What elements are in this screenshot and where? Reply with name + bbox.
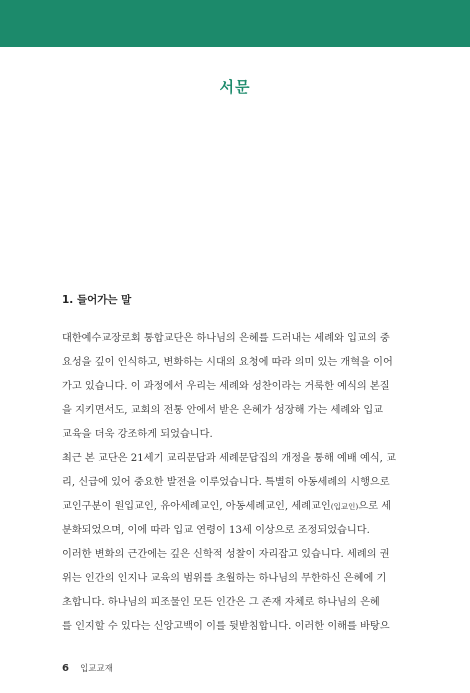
text-line: 요성을 깊이 인식하고, 변화하는 시대의 요청에 따라 의미 있는 개혁을 이어 [62, 357, 393, 368]
text-line: 가고 있습니다. 이 과정에서 우리는 세례와 성찬이라는 거룩한 예식의 본질 [62, 381, 390, 392]
paragraph-2 [62, 447, 410, 543]
text-segment: 교인구분이 원입교인, 유아세례교인, 아동세례교인, 세례교인 [62, 501, 331, 512]
text-segment: 으로 세 [358, 501, 392, 512]
header-color-bar [0, 0, 470, 47]
text-line: 초합니다. 하나님의 피조물인 모든 인간은 그 존재 자체로 하나님의 은혜 [62, 597, 380, 608]
text-line: 대한예수교장로회 통합교단은 하나님의 은혜를 드러내는 세례와 입교의 중 [62, 333, 390, 344]
text-line [62, 495, 410, 519]
text-line: 교육을 더욱 강조하게 되었습니다. [62, 429, 213, 440]
text-line: 을 지키면서도, 교회의 전통 안에서 받은 은혜가 성장해 가는 세례와 입교 [62, 405, 384, 416]
text-line: 분화되었으며, 이에 따라 입교 연령이 13세 이상으로 조정되었습니다. [62, 525, 370, 536]
section-heading: 1. 들어가는 말 [62, 294, 132, 306]
text-line: 위는 인간의 인지나 교육의 범위를 초월하는 하나님의 무한하신 은혜에 기 [62, 573, 387, 584]
page-number: 6 [62, 663, 69, 674]
body-text [62, 327, 410, 639]
text-line: 를 인지할 수 있다는 신앙고백이 이를 뒷받침합니다. 이러한 이해를 바탕으 [62, 621, 390, 632]
small-annotation: (입교인) [330, 502, 359, 511]
book-title: 입교교재 [80, 664, 113, 674]
text-line: 최근 본 교단은 21세기 교리문답과 세례문답집의 개정을 통해 예배 예식, 교 [62, 453, 396, 464]
text-line: 리, 신급에 있어 중요한 발전을 이루었습니다. 특별히 아동세례의 시행으로 [62, 477, 390, 488]
page-footer [62, 656, 113, 675]
page-title: 서문 [219, 78, 251, 96]
text-line: 이러한 변화의 근간에는 깊은 신학적 성찰이 자리잡고 있습니다. 세례의 권 [62, 549, 390, 560]
paragraph-3 [62, 543, 410, 639]
paragraph-1 [62, 327, 410, 447]
